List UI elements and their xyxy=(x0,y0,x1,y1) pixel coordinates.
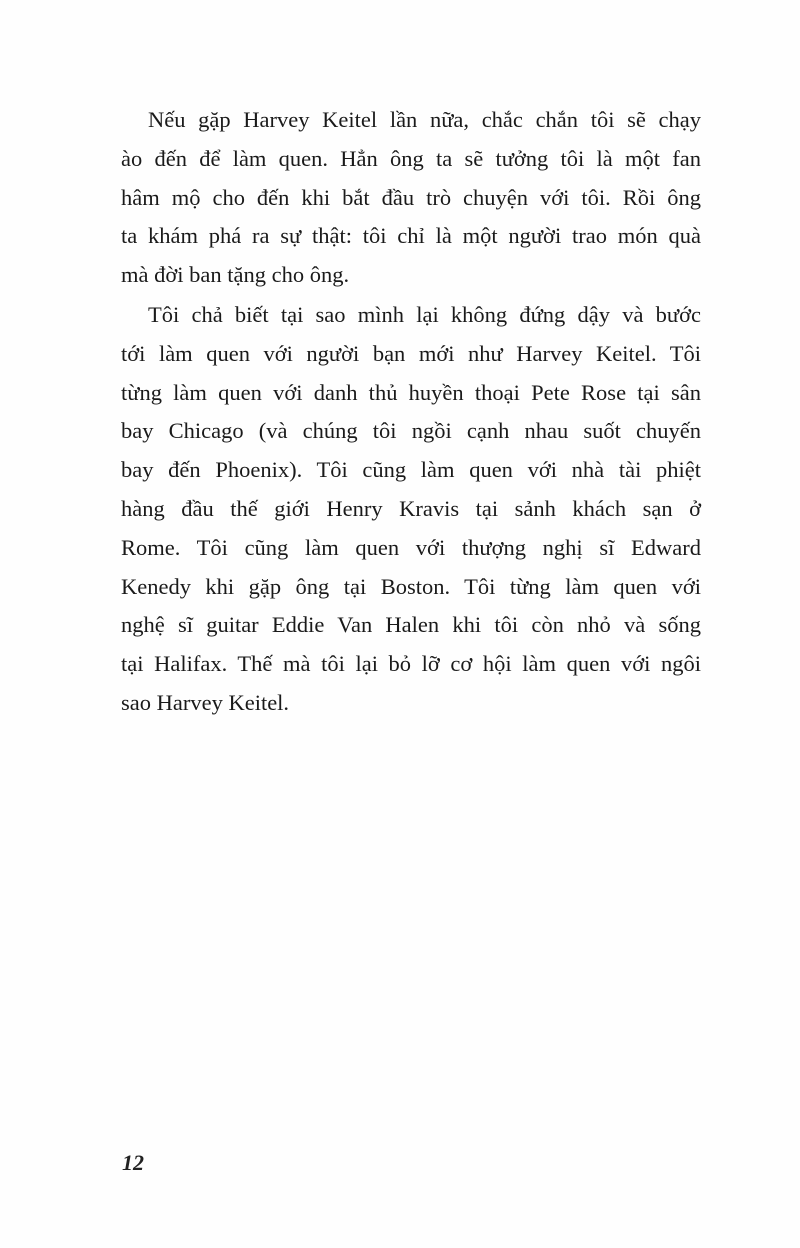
text-line: ta khám phá ra sự thật: tôi chỉ là một người trao món quà xyxy=(121,223,701,249)
text-line: nghệ sĩ guitar Eddie Van Halen khi tôi còn nhỏ và sống xyxy=(121,612,701,638)
text-line: mà đời ban tặng cho ông. xyxy=(121,262,350,288)
paragraph-1 xyxy=(121,101,701,295)
text-line: từng làm quen với danh thủ huyền thoại Pete Rose tại sân xyxy=(121,379,701,405)
text-line: Nếu gặp Harvey Keitel lần nữa, chắc chắn tôi sẽ chạy xyxy=(148,107,701,132)
text-line: Rome. Tôi cũng làm quen với thượng nghị sĩ Edward xyxy=(121,534,701,560)
body-text xyxy=(121,101,701,723)
text-line: ào đến để làm quen. Hẳn ông ta sẽ tưởng tôi là một fan xyxy=(121,145,701,171)
text-line: tại Halifax. Thế mà tôi lại bỏ lỡ cơ hội làm quen với ngôi xyxy=(121,651,701,677)
text-line: bay Chicago (và chúng tôi ngồi cạnh nhau suốt chuyến xyxy=(121,418,701,444)
paragraph-2 xyxy=(121,296,701,723)
text-line: Kenedy khi gặp ông tại Boston. Tôi từng làm quen với xyxy=(121,573,701,599)
text-line: sao Harvey Keitel. xyxy=(121,689,290,715)
text-line: Tôi chả biết tại sao mình lại không đứng dậy và bước xyxy=(148,301,701,327)
text-line: hàng đầu thế giới Henry Kravis tại sảnh khách sạn ở xyxy=(121,495,701,521)
text-line: bay đến Phoenix). Tôi cũng làm quen với nhà tài phiệt xyxy=(121,457,701,483)
page-number: 12 xyxy=(122,1150,144,1175)
text-line: hâm mộ cho đến khi bắt đầu trò chuyện với tôi. Rồi ông xyxy=(121,184,701,210)
text-line: tới làm quen với người bạn mới như Harvey Keitel. Tôi xyxy=(121,340,701,366)
